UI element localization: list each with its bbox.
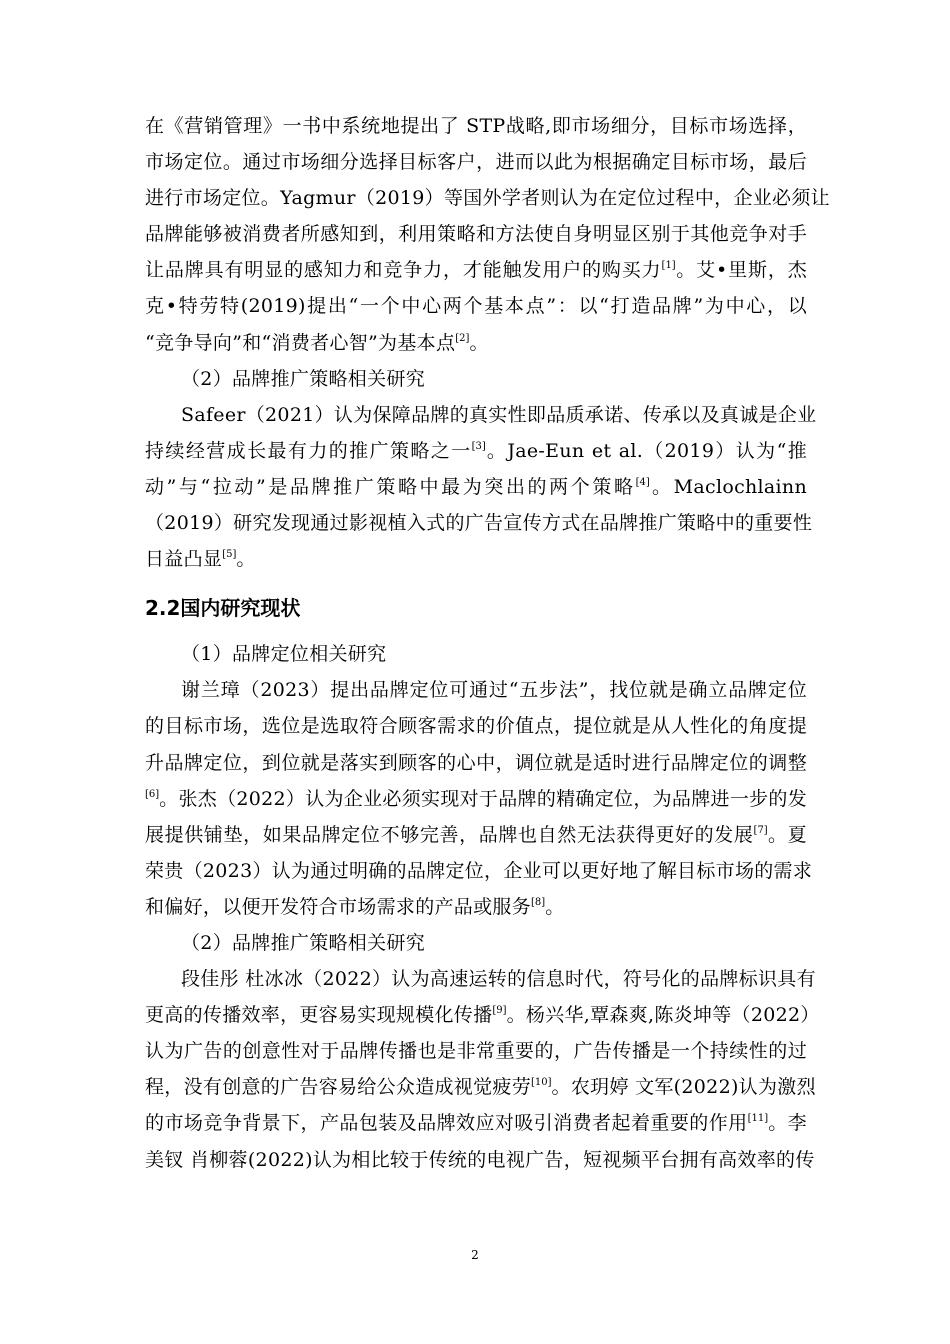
text-line: “竞争导向”和“消费者心智”为基本点[2]。 <box>145 331 489 354</box>
text-line: 市场定位。通过市场细分选择目标客户，进而以此为根据确定目标市场，最后 <box>145 151 807 174</box>
text-line: 谢兰璋（2023）提出品牌定位可通过“五步法”，找位就是确立品牌定位 <box>181 679 807 702</box>
citation-ref: [8] <box>531 896 546 908</box>
text-line: 美钗 肖柳蓉(2022)认为相比较于传统的电视广告，短视频平台拥有高效率的传 <box>145 1148 815 1171</box>
citation-ref: [2] <box>455 332 470 344</box>
text-line: 在《营销管理》一书中系统地提出了 STP战略,即市场细分，目标市场选择， <box>145 115 807 137</box>
citation-ref: [1] <box>661 260 676 272</box>
text-line: 进行市场定位。Yagmur（2019）等国外学者则认为在定位过程中，企业必须让 <box>145 187 830 210</box>
citation-ref: [4] <box>635 476 650 488</box>
text-line: 展提供铺垫，如果品牌定位不够完善，品牌也自然无法获得更好的发展[7]。夏 <box>145 823 807 846</box>
text-line: 克•特劳特(2019)提出“一个中心两个基本点”：以“打造品牌”为中心，以 <box>145 295 807 318</box>
citation-ref: [11] <box>747 1113 769 1125</box>
citation-ref: [10] <box>531 1077 552 1089</box>
paragraph-stp <box>145 108 830 361</box>
text-line: 让品牌具有明显的感知力和竞争力，才能触发用户的购买力[1]。艾•里斯，杰 <box>145 259 807 282</box>
citation-ref: [9] <box>492 1005 507 1017</box>
text-line: 程，没有创意的广告容易给公众造成视觉疲劳[10]。农玥婷 文军(2022)认为激烈 <box>145 1076 816 1099</box>
subsection-title: （1）品牌定位相关研究 <box>181 643 387 666</box>
text-line: 持续经营成长最有力的推广策略之一[3]。Jae-Eun et al.（2019）认为“推 <box>145 439 807 462</box>
text-line: （2019）研究发现通过影视植入式的广告宣传方式在品牌推广策略中的重要性 <box>145 512 813 535</box>
text-line: 动”与“拉动”是品牌推广策略中最为突出的两个策略[4]。Maclochlainn <box>145 475 808 498</box>
text-line: [6]。张杰（2022）认为企业必须实现对于品牌的精确定位，为品牌进一步的发 <box>145 787 808 810</box>
citation-ref: [7] <box>753 824 768 836</box>
text-line: 和偏好，以便开发符合市场需求的产品或服务[8]。 <box>145 895 565 918</box>
text-line: 日益凸显[5]。 <box>145 548 256 571</box>
citation-ref: [3] <box>471 440 486 452</box>
text-line: 荣贵（2023）认为通过明确的品牌定位，企业可以更好地了解目标市场的需求 <box>145 859 813 882</box>
text-line: Safeer（2021）认为保障品牌的真实性即品质承诺、传承以及真诚是企业 <box>181 403 817 426</box>
page-number: 2 <box>471 1248 479 1262</box>
paragraph-foreign-promotion <box>145 397 817 577</box>
text-line: 品牌能够被消费者所感知到，利用策略和方法使自身明显区别于其他竞争对手 <box>145 223 807 246</box>
text-line: 的目标市场，选位是选取符合顾客需求的价值点，提位就是从人性化的角度提 <box>145 715 807 738</box>
text-line: 升品牌定位，到位就是落实到顾客的心中，调位就是适时进行品牌定位的调整 <box>145 751 807 774</box>
citation-ref: [5] <box>222 549 237 561</box>
citation-ref: [6] <box>145 788 160 800</box>
subsection-title: （2）品牌推广策略相关研究 <box>181 931 425 954</box>
text-line: 认为广告的创意性对于品牌传播也是非常重要的，广告传播是一个持续性的过 <box>145 1040 807 1063</box>
text-line: 的市场竞争背景下，产品包装及品牌效应对吸引消费者起着重要的作用[11]。李 <box>145 1112 807 1135</box>
page-body <box>145 108 830 1178</box>
text-line: 更高的传播效率，更容易实现规模化传播[9]。杨兴华,覃森爽,陈炎坤等（2022） <box>145 1004 820 1027</box>
subsection-title: （2）品牌推广策略相关研究 <box>181 367 425 390</box>
paragraph-domestic-positioning <box>145 672 813 925</box>
section-heading: 2.2国内研究现状 <box>145 596 301 621</box>
text-line: 段佳彤 杜冰冰（2022）认为高速运转的信息时代，符号化的品牌标识具有 <box>181 968 816 991</box>
paragraph-domestic-promotion <box>145 961 820 1178</box>
